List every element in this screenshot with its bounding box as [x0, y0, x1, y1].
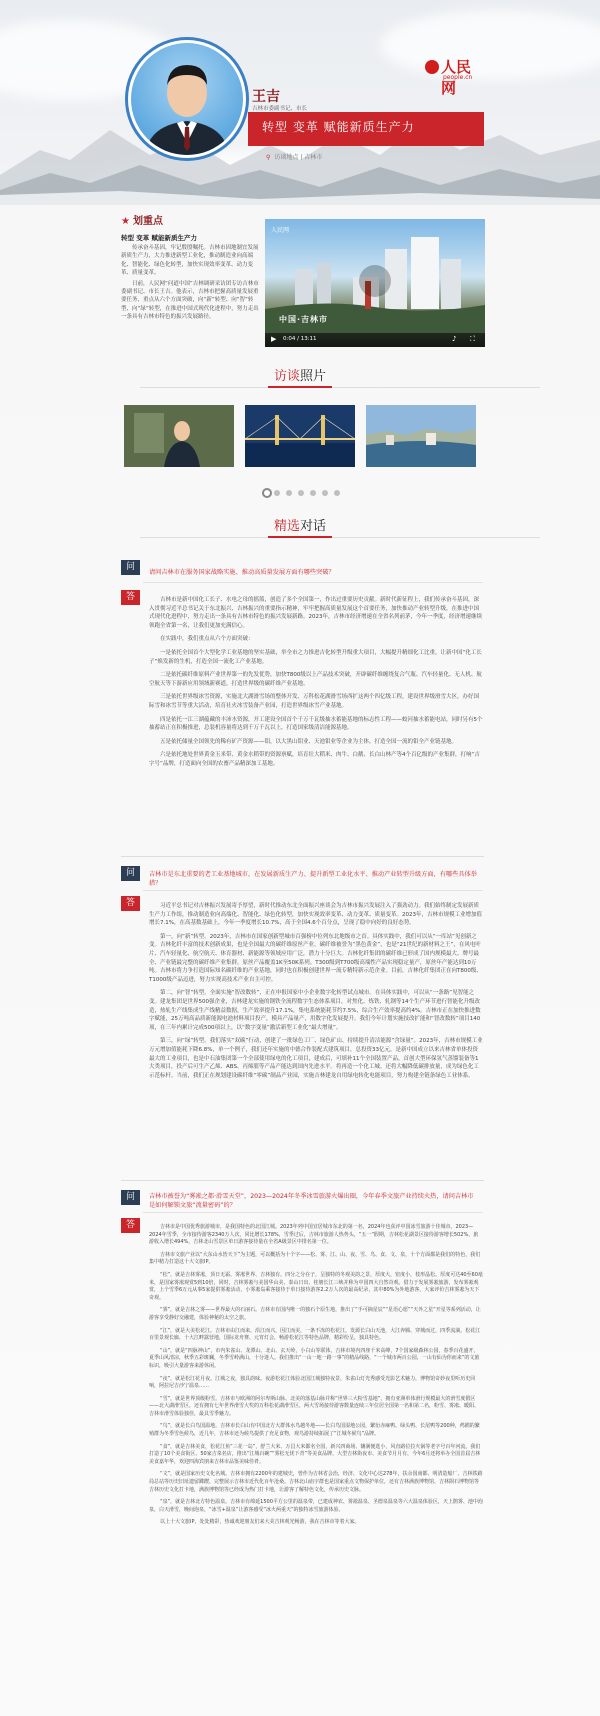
answer-text: 习近平总书记对吉林振兴发展寄予厚望，新时代推动东北全面振兴座谈会为吉林市振兴发展注入了强劲动力。我们始终制定发展新质生产力工作组，推动制造业向高端化、智能化、绿色化转型，加快实现效率变革、动力变革、质量变革。2023年，吉林市规模工业增加值增长7.1%，在高基数基础上，今年一季度增长10.7%，高于全国4.6个百分点，呈现了稳中向好的良好态势。 第一，向“新”转型。2023年，吉林市在国家创新型城市百强榜中位列东北地级市之首。具体实践中，我们可以从“一库站”见创新之变。吉林化纤丰富的技术创新成果，也是全国最大的碳纤维原丝产业。碳纤维被誉为“黑色黄金”，也是“21世纪的新材料之王”，在风电叶片、汽车轻量化、航空航天、体育器材、新能源等领域应用广泛，潜力十分巨大。吉林化纤集团的碳纤维已形成了国内规模最大、牌号最全、产业链最完整的碳纤维产业集群，原丝产品覆盖1K至50K系列。T300级到T700级高端性产品实现稳定量产，原丝年产能达到10万吨。吉林市将力争打造国际知名碳纤维的产业基地，同时也在积极创建世界一流专精特新示范企业。目前，吉林化纤集团正在向T800级、T1000级产品迈进，努力实现高技术产业自主可控。 第二，向“智”转型。全面实施“智改数转”，正在申报国家中小企业数字化转型试点城市。在具体实践中，可以从“一条路”见智能之变。建龙集团是世界500强企业，吉林建龙实施的钢铁全流程数字生态体系项目，对焦化、炼铁、轧钢等14个生产环节进行智能化升级改造，热轧生产线集成生产线精益数据，生产效率提升17.1%，集电系统能耗节约7.5%，综合生产效率提高约4%。吉林市正在加快推进数字赋能，25万吨高品质新能源电池材料项目投产，模具产品量产，用数字化发展提升。我们今年计划实施技改扩能和“智改数转”项目140项，在三年内累计完成500项以上，以“数字变量”激活新型工业化“最大增量”。 第三，向“绿”转型。我们落实“双碳”行动，创建了一批绿色工厂、绿色矿山、持续提升清洁能源“含绿量”。2023年，吉林市规模工业万元增加值能耗下降6.8%，单一个例子，我们还年实施的中德合作装配式建筑项目，总投资33亿元，是新中国成立以来吉林省单体投资最大的工业项目，也是中石油集团第一个全部使用绿电的化工项目，建成后，可填补11个全国装置产品，首创大型环保氢气蒸馏装备等1大类项目，投产后可生产乙烯、ABS、丙烯腈等产品产能达到国内先进水平。将再造一个化工城。还将大幅降低碳排放量，成为绿色化工示范标杆。当前，我们正在规划建设碳纤维“零碳”制品产业园，实施吉林建龙自用绿电转化电能项目，努力构建全链条绿色工业体系。 [149, 903, 483, 1079]
play-icon[interactable]: ▶ [271, 335, 277, 343]
person-name: 王吉 [252, 89, 280, 105]
brand-logo[interactable] [425, 56, 485, 97]
question-badge: 问 [121, 1190, 140, 1205]
dialog-section-header [268, 515, 332, 539]
carousel-dot[interactable] [274, 490, 280, 496]
star-icon: ★ [121, 216, 130, 227]
answer-badge: 答 [121, 590, 140, 605]
video-time: 0:04 / 13:11 [283, 336, 317, 342]
slogan: 转型 变革 赋能新质生产力 [262, 120, 415, 134]
photo-carousel[interactable] [124, 405, 476, 467]
photos-title-rest: 照片 [300, 369, 327, 384]
avatar [131, 43, 243, 155]
question-badge: 问 [121, 866, 140, 881]
key-points-paragraph: 日前，人民网“问道中国”吉林调研采访团专访吉林市委副书记、市长王吉。他表示，吉林市把握高质量发展重要任务，重点从六个方面突破，向“新”转型、向“智”转型、向“绿”转型，在推进中国式现代化进程中，努力走出一条具有吉林市特色的振兴发展路径。 [121, 280, 259, 321]
answer-text: 吉林市是中国优秀旅游城市，是我国特色的北国江城。2023年列中国宜居城市东北的第一名，2024年也获评中国冰雪旅游十佳城市。2023—2024年雪季，全市接待游客2340万人次，同比增长178%，雪季过后，吉林市旅游人热势头，“五一”假期，吉林松花湖景区接待游客增长502%，旅游收入增长494%，吉林北山雪景区单日游客接待量在全省A级景区中排名第一位。 吉林市文旅产业以“大东山水皆天下”为主题，可以概括为十个字——松、雾、江、山、夜、雪、鸟、食、文、泉，十个方面都是我们的特色，我们集中精力打造这十大文旅IP。 “松”，就是吉林雾凇，顶日无霜、雾凇世界、吉林独有，四分之分在子，呈独特的冬观美韵之景，厚度大，密度小，枝形晶松。厚度可达40至60毫米，是国家雾凇观赏5到10倍，同时，吉林雾凇与美国华山美、泰山日出、桂塘长江三峡并称为中国四大自然奇观。借力于发展雾凇旅游，发布雾凇观赏，上个雪季6万元从事5家提供雾凇活动，小雾凇岛乘客接待于单日接待游客2.2万人次的最高纪录，其中80%为外地游客，大家评价吉林雾凇为天下奇观。 “雾”，就是吉林之雾——世界最大的石丽石。吉林市有国内唯一的独石个原生地，推出了“手可摘星辰”“星语心愿”“天外之星”开星等系列活动，让游客享受静好交融建，体验神秘的太空之旅。 “江”，就是大美松花江。吉林市由江而来，沿江而兴，因江而美，一条不冻的松花江，发源长白山天池，大江奔腾、穿城而过，四季流淌。松花江百里景观长廊，十大江畔露营地，国际龙舟赛、元宵灯会，畅游松花江等特色品牌，精彩纷呈，独具特色。 “山”，就是“四脉神山”，市内朱雀山、龙潭山、北山、玄天岭，小白山等联体，吉林市境内四座千米高峰，7个国家级森林公园，春季百花盛开，夏季山风清凉，秋季五彩斑斓，冬季雪岭满山，十分迷人。我们推出“一山一地一路一事”的精品线路，“一个城市两百公园，一山有仙为你而来”的文旅标识，吸引大量游客来游休闲。 “夜”，就是松江花月夜。江城之夜，独具韵味。夜游松花江体验北国江城独特夜景，朱雀山灯光秀感受光影艺术魅力，博物馆奇妙夜里听历史回响，阿拉尼吉沙宁温泉…… “雪”，就是世界顶级粉雪。吉林市与欧洲的阿尔卑斯山脉、北美的落基山脉并称“世界三大粉雪基地”，拥有亚洲单体滑行规模最大的滑雪度假区——北大湖滑雪区，还有拥有七年世界滑雪大奖的万科松花湖滑雪区，两大雪场接待游客数量连续三年位居全国第一名和第二名，粉雪、雾凇、暖阳、吉林市滑雪体验独佳，最具雪季魅力。 “鸟”，就是长白鸟国温地。吉林市长白山有中国北方大群体水鸟越冬地——长白鸟国湿地公园，繁衍赤麻鸭、绿头鸭、长尾鸭等200种，鸬鹚的繁殖群为冬季雪色候鸟，近几年，吉林市还为候鸟提供了充足食物，观鸟游持续拓展了“江城冬候鸟”品牌。 “食”，就是吉林美食，松花江鱼“三花一岛”，舒兰大米、万昌大米都名全国，新兴四商场、镶满便选小，风直路位拉火锅等老字号百年河流，我们打造了10个美食街区、50家吉菜名店，推出“江城百碗”“雾松无忧下青”等美食品牌，大型吉林街夜市、美食节月月有，今年6月还将举办全国首届吉林美食嘉年华，欢迎四海宾朋来吉林市品鉴美味佳肴。 “文”，就是国家历史文化名城。吉林市拥有2200年的建城史，曾作为吉林省会治，经济、文化中心达278年，扶余国南都、明清造船厂、吉林铁路局总站等历史旧址遗留蹀躞，完整展示吉林市近代化百年沧桑。吉林北山庙宇群也是国家重点文物保护单位，还有吉林满族博物馆、吉林陨石博物馆等吉林历史文化打卡地，满族博物馆等已经成为热门打卡地，让游客了解特色文化，传承历史文脉。 “泉”，就是吉林北方特色温泉。吉林市有绵延1500平方公里的温泉带，已建成神农、雾凇温泉、圣德泉温泉等六大温泉体验区，天上鹊雾、池中泡泉，白天滑雪，晚间泡泉，“冰雪+温泉”让游客感受“冰火两重天”的独特冰雪旅游体验。 以上十大文旅IP，处处精彩，热诚欢迎朋友们来大美吉林观光畅游，我在吉林市等着大家。 [149, 1224, 483, 1526]
dialog-title-accent: 精选 [273, 519, 300, 534]
photo-interview[interactable] [124, 405, 234, 467]
location-pin-icon: ⚲ [266, 154, 271, 161]
carousel-dot[interactable] [298, 490, 304, 496]
carousel-dot[interactable] [310, 490, 316, 496]
photo-city[interactable] [366, 405, 476, 467]
location-label: 访谈地点 [274, 154, 299, 161]
key-points-body [121, 244, 261, 324]
key-points-title: ★ 划重点 [121, 216, 163, 227]
video-caption: 中国·吉林市 [279, 315, 329, 324]
question-badge: 问 [121, 560, 140, 575]
question-text: 吉林市被誉为“雾凇之都·滑雪天堂”，2023—2024年冬季冰雪旅游火爆出圈，今年春季文旅产业持续火热，请问吉林市是如何解锁文旅“流量密码”的？ [149, 1193, 474, 1209]
question-text: 请问吉林市在服务国家战略实施、推动高质量发展方面有哪些突破？ [149, 569, 335, 576]
answer-badge: 答 [121, 896, 140, 911]
photos-title-accent: 访谈 [273, 369, 300, 384]
dialog-title-rest: 对话 [300, 519, 327, 534]
carousel-pagination[interactable] [262, 490, 342, 500]
photos-section-header [268, 365, 332, 389]
carousel-dot[interactable] [322, 490, 328, 496]
key-points-paragraph: 传承奋斗基因，牢记殷殷嘱托。吉林市因地制宜发展新质生产力，大力推进新型工业化，推动制造业向高端化、智能化、绿色化转型，加快实现效率变革、动力变革、质量变革。 [121, 245, 259, 277]
fullscreen-icon[interactable]: ⛶ [470, 335, 475, 343]
video-play-overlay[interactable] [359, 265, 391, 297]
brand-name: 人民网 [441, 58, 472, 97]
brand-url: people.cn [443, 74, 473, 81]
answer-text: 吉林市是新中国化工长子、水电之母的摇篮，创造了多个全国第一，作出过重要历史贡献。新时代新征程上，我们传承奋斗基因，深入贯彻习近平总书记关于东北振兴、吉林振兴的重要指示精神，牢牢把握高质量发展这个首要任务，加快推动产业转型升级，在推进中国式现代化进程中，努力走出一条具有吉林市特色的振兴发展新路。2023年，吉林市经济增速在全省名列前茅，今年一季度，经济增速继续领跑全省第一名，让我们更加充满信心。 在实践中，我们重点从六个方面突破： 一是依托全国首个大型化学工业基地的坚实基础，举全市之力推进吉化转型升级重大项目，大幅提升精细化工比重，让新中国“化工长子”焕发新的生机，打造全国一流化工产业基地。 二是依托碳纤维原料产业世界第一的先发优势，加快T800级以上产品技术突破，开辟碳纤维缠绕复合气瓶、汽车轻量化、无人机、航空航天等下游新应用领域新赛道，打造世界级的碳纤维产业基地。 三是依托世界级冰雪资源，实施北大湖滑雪场的整体开发、万科松花湖滑雪场西扩这两个四亿级工程，建设世界级滑雪大区，办好国际雪和冰雪节等重大活动，培育社火冰雪装备产业园，打造世界级冰雪产业基地。 四是依托一江三湖蕴藏的丰沛水资源，开工建设全国首个千万千瓦级抽水蓄能基地的标志性工程——蛟河抽水蓄能电站，同时另有5个抽蓄站正在积极推进，总装机容量将达到千万千瓦以上，打造国家级清洁能源基地。 五是依托储量全国领先的稀有矿产资源——钼，以大黑山钼业、天池钼业等企业为主体，打造全国一流的钼全产业链基地。 六是依托地处世界黄金玉米带、黄金水稻带的资源禀赋，培育壮大稻米、肉牛、白鹅、长白山林产等4个百亿级的产业集群，打响“吉字号”品牌，打造面向全国的农畜产品精深加工基地。 [149, 597, 483, 767]
answer-badge: 答 [121, 1218, 140, 1233]
volume-icon[interactable]: ♪ [452, 335, 457, 343]
video-player[interactable] [265, 219, 485, 347]
carousel-dot[interactable] [334, 490, 340, 496]
person-title: 吉林市委副书记、市长 [252, 106, 308, 112]
video-logo: 人民网 [271, 227, 290, 234]
question-text: 吉林市是东北重要的老工业基地城市，在发展新质生产力、提升新型工业化水平、推动产业转型升级方面，有哪些具体举措？ [149, 871, 477, 887]
interview-location: ⚲ 访谈地点 | 吉林市 [266, 154, 323, 161]
key-points-headline: 转型 变革 赋能新质生产力 [121, 234, 198, 242]
location-value: 吉林市 [304, 154, 323, 161]
hero-banner [0, 0, 600, 205]
carousel-dot[interactable] [286, 490, 292, 496]
carousel-dot-active[interactable] [262, 488, 272, 498]
photo-bridge[interactable] [245, 405, 355, 467]
